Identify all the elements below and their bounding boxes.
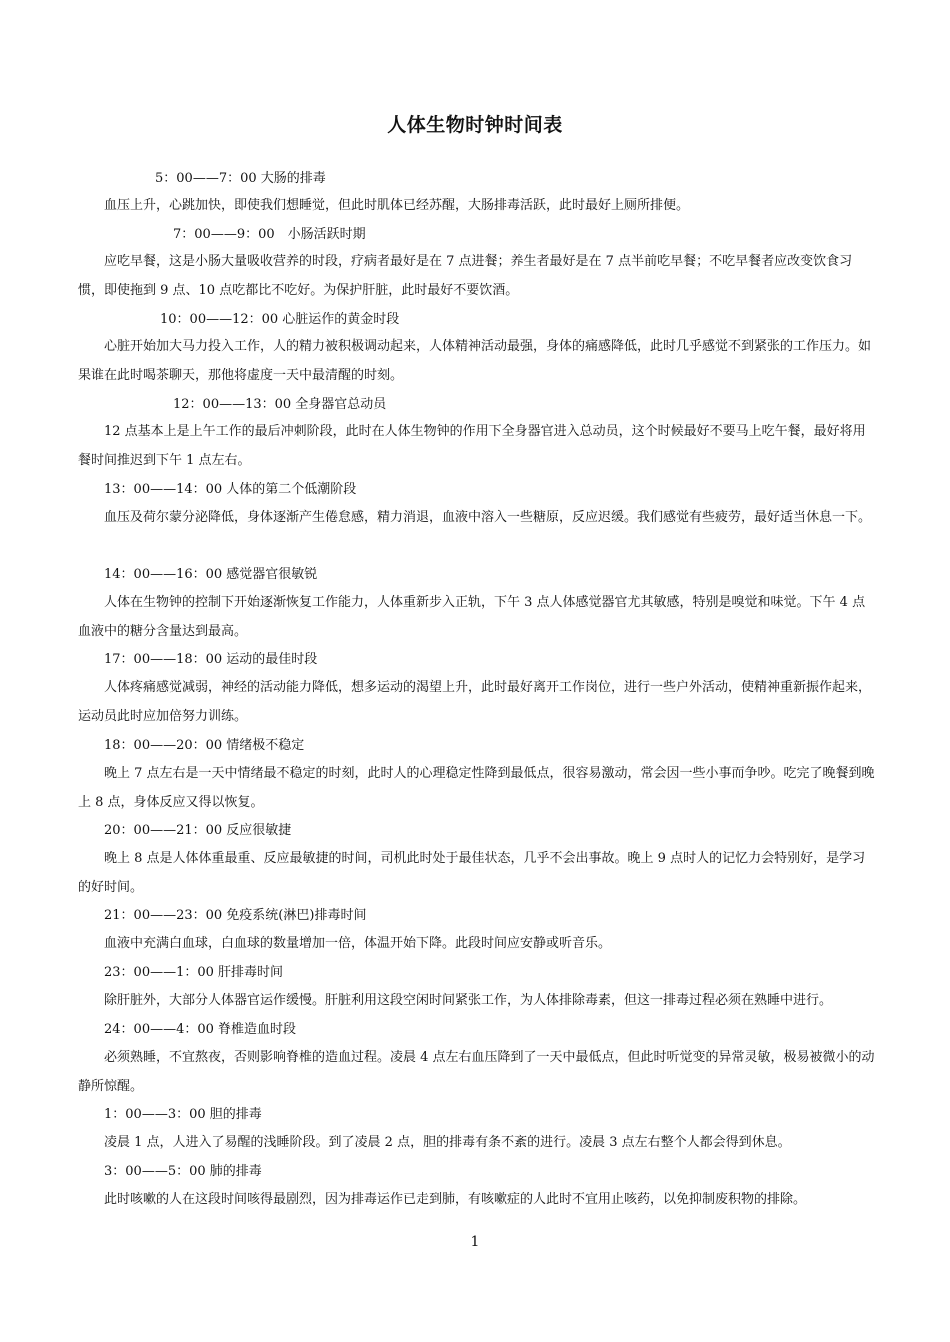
section-body: 晚上 7 点左右是一天中情绪最不稳定的时刻，此时人的心理稳定性降到最低点，很容易激动，常会因一些小事而争吵。吃完了晚餐到晚上 8 点，身体反应又得以恢复。	[78, 766, 875, 810]
page-title: 人体生物时钟时间表	[387, 114, 563, 136]
section-heading: 7：00——9：00 小肠活跃时期	[173, 227, 366, 242]
section-heading: 21：00——23：00 免疫系统(淋巴)排毒时间	[104, 908, 367, 923]
section-heading: 14：00——16：00 感觉器官很敏锐	[104, 567, 318, 582]
section-heading: 13：00——14：00 人体的第二个低潮阶段	[104, 482, 357, 497]
section-body: 血压上升，心跳加快，即使我们想睡觉，但此时肌体已经苏醒，大肠排毒活跃，此时最好上厕所排便。	[104, 198, 690, 213]
section-heading: 24：00——4：00 脊椎造血时段	[104, 1022, 297, 1037]
page-number: 1	[470, 1234, 480, 1250]
section-heading: 20：00——21：00 反应很敏捷	[104, 823, 292, 838]
section-body: 凌晨 1 点，人进入了易醒的浅睡阶段。到了凌晨 2 点，胆的排毒有条不紊的进行。凌晨 3 点左右整个人都会得到休息。	[104, 1135, 791, 1150]
section-body: 应吃早餐，这是小肠大量吸收营养的时段，疗病者最好是在 7 点进餐；养生者最好是在 7 点半前吃早餐；不吃早餐者应改变饮食习惯，即使拖到 9 点、10 点吃都比不吃好。为保护肝脏，此时最好不要饮酒。	[78, 254, 853, 298]
section-heading: 10：00——12：00 心脏运作的黄金时段	[160, 312, 400, 327]
section-heading: 1：00——3：00 胆的排毒	[104, 1107, 262, 1122]
section-body: 晚上 8 点是人体体重最重、反应最敏捷的时间，司机此时处于最佳状态，几乎不会出事故。晚上 9 点时人的记忆力会特别好，是学习的好时间。	[78, 851, 866, 895]
section-heading: 12：00——13：00 全身器官总动员	[173, 397, 387, 412]
section-body: 此时咳嗽的人在这段时间咳得最剧烈，因为排毒运作已走到肺，有咳嗽症的人此时不宜用止咳药，以免抑制废积物的排除。	[104, 1192, 807, 1207]
section-body: 血压及荷尔蒙分泌降低，身体逐渐产生倦怠感，精力消退，血液中溶入一些糖原，反应迟缓。我们感觉有些疲劳，最好适当休息一下。	[104, 510, 872, 525]
section-heading: 17：00——18：00 运动的最佳时段	[104, 652, 318, 667]
section-body: 人体疼痛感觉减弱，神经的活动能力降低，想多运动的渴望上升，此时最好离开工作岗位，进行一些户外活动，使精神重新振作起来，运动员此时应加倍努力训练。	[78, 680, 872, 724]
section-heading: 18：00——20：00 情绪极不稳定	[104, 738, 305, 753]
section-heading: 5：00——7：00 大肠的排毒	[155, 171, 326, 186]
section-body: 必须熟睡，不宜熬夜，否则影响脊椎的造血过程。凌晨 4 点左右血压降到了一天中最低点，但此时听觉变的异常灵敏，极易被微小的动静所惊醒。	[78, 1050, 875, 1094]
section-body: 血液中充满白血球，白血球的数量增加一倍，体温开始下降。此段时间应安静或听音乐。	[104, 936, 612, 951]
section-body: 除肝脏外，大部分人体器官运作缓慢。肝脏利用这段空闲时间紧张工作，为人体排除毒素，但这一排毒过程必须在熟睡中进行。	[104, 993, 833, 1008]
section-body: 人体在生物钟的控制下开始逐渐恢复工作能力，人体重新步入正轨，下午 3 点人体感觉器官尤其敏感，特别是嗅觉和味觉。下午 4 点血液中的糖分含量达到最高。	[78, 595, 866, 639]
section-body: 心脏开始加大马力投入工作，人的精力被积极调动起来，人体精神活动最强，身体的痛感降低，此时几乎感觉不到紧张的工作压力。如果谁在此时喝茶聊天，那他将虚度一天中最清醒的时刻。	[78, 339, 872, 383]
section-heading: 23：00——1：00 肝排毒时间	[104, 965, 284, 980]
section-body: 12 点基本上是上午工作的最后冲刺阶段，此时在人体生物钟的作用下全身器官进入总动员，这个时候最好不要马上吃午餐，最好将用餐时间推迟到下午 1 点左右。	[78, 424, 866, 468]
section-heading: 3：00——5：00 肺的排毒	[104, 1164, 262, 1179]
